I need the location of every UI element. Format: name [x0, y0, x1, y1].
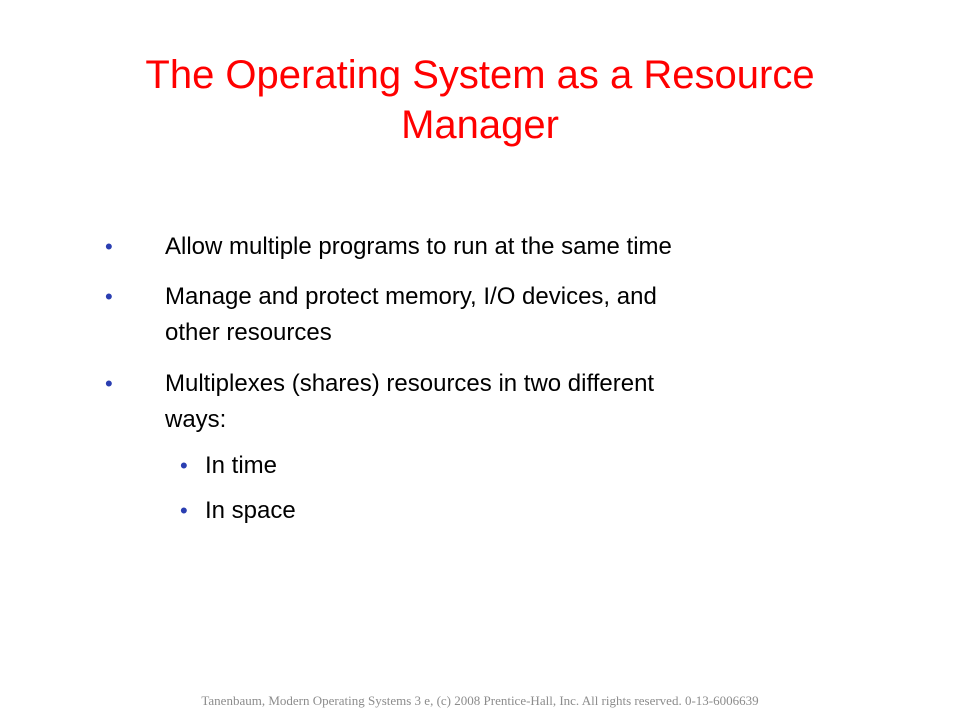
slide-footer: Tanenbaum, Modern Operating Systems 3 e, (c) 2008 Prentice-Hall, Inc. All rights reserved. 0-13-6006639 [201, 693, 759, 708]
sub-bullet-text: In time [205, 452, 278, 479]
sub-bullet-marker: • [180, 453, 188, 478]
sub-bullet-marker: • [180, 498, 188, 523]
slide-title-line-2: Manager [401, 103, 559, 147]
slide-title-line-1: The Operating System as a Resource [145, 53, 815, 97]
bullet-marker: • [105, 234, 113, 259]
bullet-text-line-1: Multiplexes (shares) resources in two different [165, 370, 655, 397]
bullet-text-line-1: Manage and protect memory, I/O devices, and [165, 283, 657, 310]
bullet-text: Allow multiple programs to run at the same time [165, 233, 672, 260]
bullet-text-line-2: other resources [165, 319, 332, 346]
bullet-text-line-2: ways: [165, 406, 227, 433]
bullet-marker: • [105, 284, 113, 309]
sub-bullet-text: In space [205, 497, 296, 524]
bullet-marker: • [105, 371, 113, 396]
